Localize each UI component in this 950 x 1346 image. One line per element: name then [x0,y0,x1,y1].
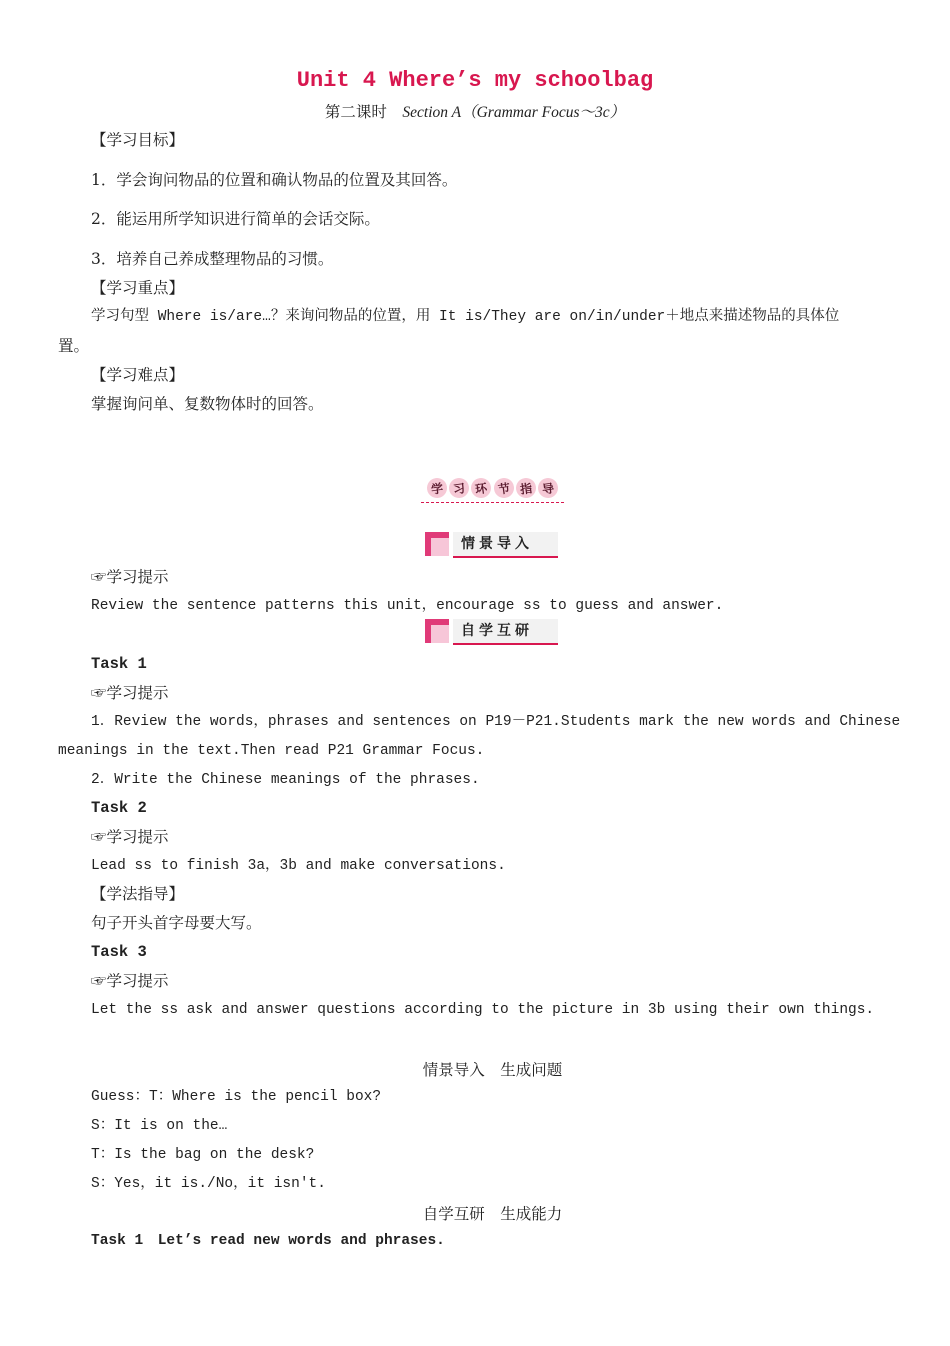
section-label: 情景导入 [453,532,558,556]
subtitle-section: Section A（Grammar Focus～3c） [402,104,626,121]
goal-item-3: 3．培养自己养成整理物品的习惯。 [91,250,334,268]
task3-title: Task 3 [91,943,147,961]
difficulty-heading: 【学习难点】 [91,366,185,384]
part2-heading-2: 自学互研 生成能力 [422,1205,563,1223]
banner-char: 环 [470,477,493,500]
task1-item2: 2．Write the Chinese meanings of the phrases. [91,772,480,788]
section-header-selfstudy [425,619,558,645]
task3-text: Let the ss ask and answer questions according to the picture in 3b using their own things. [91,1002,875,1018]
part2-heading-1: 情景导入 生成问题 [422,1061,563,1079]
dialogue-line: S：Yes，it is./No，it isn't. [91,1176,326,1192]
section1-tip: ☞学习提示 [91,568,169,586]
part2-task1: Task 1 Let’s read new words and phrases. [91,1233,445,1249]
banner-char: 习 [448,477,471,500]
dialogue-line: Guess：T：Where is the pencil box? [91,1089,382,1105]
keypoints-line-1: 学习句型 Where is/are…？来询问物品的位置，用 It is/They are on/in/under＋地点来描述物品的具体位 [91,309,840,325]
banner-char: 导 [537,477,560,500]
task2-tip: ☞学习提示 [91,828,169,846]
dialogue-line: T：Is the bag on the desk? [91,1147,315,1163]
method-guide-heading: 【学法指导】 [91,885,185,903]
study-guide-banner [421,476,564,503]
banner-char: 学 [426,477,449,500]
difficulty-text: 掌握询问单、复数物体时的回答。 [91,395,324,413]
goal-item-1: 1．学会询问物品的位置和确认物品的位置及其回答。 [91,171,458,189]
task1-tip: ☞学习提示 [91,684,169,702]
task1-title: Task 1 [91,655,147,673]
section-label: 自学互研 [453,619,558,643]
section1-text: Review the sentence patterns this unit，encourage ss to guess and answer. [91,598,724,614]
goal-item-2: 2．能运用所学知识进行简单的会话交际。 [91,210,380,228]
subtitle-prefix: 第二课时 [324,103,387,121]
task2-title: Task 2 [91,799,147,817]
method-guide-text: 句子开头首字母要大写。 [91,914,262,932]
task2-text: Lead ss to finish 3a，3b and make conversations. [91,858,506,874]
page-subtitle [0,100,950,122]
keypoints-heading: 【学习重点】 [91,279,185,297]
page-title: Unit 4 Where’s my schoolbag [296,68,654,93]
dialogue-line: S：It is on the… [91,1118,228,1134]
banner-char: 指 [514,477,537,500]
task1-item1-line2: meanings in the text.Then read P21 Grammar Focus. [58,743,485,759]
section-header-intro [425,532,558,558]
keypoints-line-2: 置。 [58,337,90,355]
task1-item1-line1: 1．Review the words，phrases and sentences on P19－P21.Students mark the new words and Chinese [91,714,901,730]
banner-char: 节 [492,477,515,500]
task3-tip: ☞学习提示 [91,972,169,990]
goals-heading: 【学习目标】 [91,131,185,149]
